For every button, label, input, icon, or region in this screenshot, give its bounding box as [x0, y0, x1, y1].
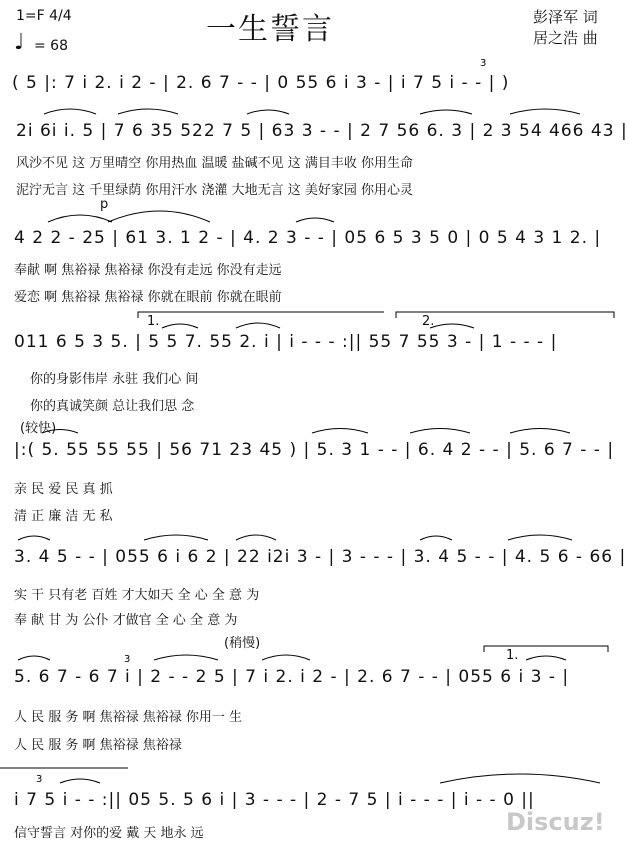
lyric-line-verse2: 爱恋 啊 焦裕禄 焦裕禄 你就在眼前 你就在眼前: [14, 290, 282, 305]
triplet-mark: 3: [124, 654, 131, 665]
notation-line: |:( 5. 55 55 55 | 56 71 23 45 ) | 5. 3 1 - - | 6. 4 2 - - | 5. 6 7 - - |: [14, 440, 615, 460]
notation-line: ( 5 |: 7 i 2. i 2 - | 2. 6 7 - - | 0 55 6 i 3 - | i 7 5 i - - | ): [12, 73, 510, 93]
lyric-line-verse2: 人 民 服 务 啊 焦裕禄 焦裕禄: [14, 738, 182, 753]
notation-line: 3. 4 5 - - | 055 6 i 6 2 | 22 i2i 3 - | 3 - - - | 3. 4 5 - - | 4. 5 6 - 66 |: [14, 547, 627, 567]
triplet-mark: 3: [36, 774, 43, 785]
volta-1-label: 1.: [147, 314, 160, 329]
volta-1-label: 1.: [506, 648, 519, 663]
lyricist-credit: 彭泽军 词: [533, 8, 598, 26]
lyric-line-verse1: 人 民 服 务 啊 焦裕禄 焦裕禄 你用一 生: [14, 710, 243, 725]
lyric-line-verse1: 你的身影伟岸 永驻 我们心 间: [30, 372, 199, 387]
quarter-note-icon: ♩: [14, 30, 25, 55]
song-title: 一生誓言: [206, 12, 334, 47]
lyric-line-verse2: 你的真诚笑颜 总让我们思 念: [30, 399, 195, 414]
lyric-line-verse2: 奉 献 甘 为 公仆 才做官 全 心 全 意 为: [14, 613, 238, 628]
dynamic-mark: p: [100, 197, 109, 212]
lyric-line-verse1: 实 干 只有老 百姓 才大如天 全 心 全 意 为: [14, 588, 260, 603]
composer-credit: 居之浩 曲: [533, 29, 598, 47]
lyric-line-verse1: 风沙不见 这 万里晴空 你用热血 温暖 盐碱不见 这 满目丰收 你用生命: [16, 156, 414, 171]
lyric-line-verse2: 清 正 廉 洁 无 私: [14, 509, 113, 524]
tempo-marking: = 68: [34, 38, 68, 54]
notation-line: 011 6 5 3 5. | 5 5 7. 55 2. i | i - - - :|| 55 7 55 3 - | 1 - - - |: [14, 332, 558, 352]
watermark-logo: Discuz!: [506, 808, 605, 836]
notation-line: 4 2 2 - 25 | 61 3. 1 2 - | 4. 2 3 - - | 05 6 5 3 5 0 | 0 5 4 3 1 2. |: [14, 228, 602, 248]
volta-2-label: 2.: [422, 314, 435, 329]
notation-line: i 7 5 i - - :|| 05 5. 5 6 i | 3 - - - | 2 - 7 5 | i - - - | i - - 0 ||: [14, 790, 535, 810]
tempo-change-slower: (稍慢): [224, 636, 261, 651]
lyric-line-verse1: 亲 民 爱 民 真 抓: [14, 482, 113, 497]
tempo-change-faster: (较快): [20, 421, 57, 436]
triplet-mark: 3: [480, 58, 487, 69]
key-signature: 1=F 4/4: [16, 8, 72, 24]
notation-line: 5. 6 7 - 6 7 i | 2 - - 2 5 | 7 i 2. i 2 - | 2. 6 7 - - | 055 6 i 3 - |: [14, 667, 570, 687]
lyric-line-verse1: 奉献 啊 焦裕禄 焦裕禄 你没有走远 你没有走远: [14, 263, 282, 278]
lyric-line-verse2: 泥泞无言 这 千里绿荫 你用汗水 浇灌 大地无言 这 美好家园 你用心灵: [16, 183, 414, 198]
notation-line: 2i 6i i. 5 | 7 6 35 522 7 5 | 63 3 - - | 2 7 56 6. 3 | 2 3 54 466 43 |: [16, 121, 628, 141]
lyric-line-verse1: 信守誓言 对你的爱 戴 天 地永 远: [14, 826, 204, 841]
